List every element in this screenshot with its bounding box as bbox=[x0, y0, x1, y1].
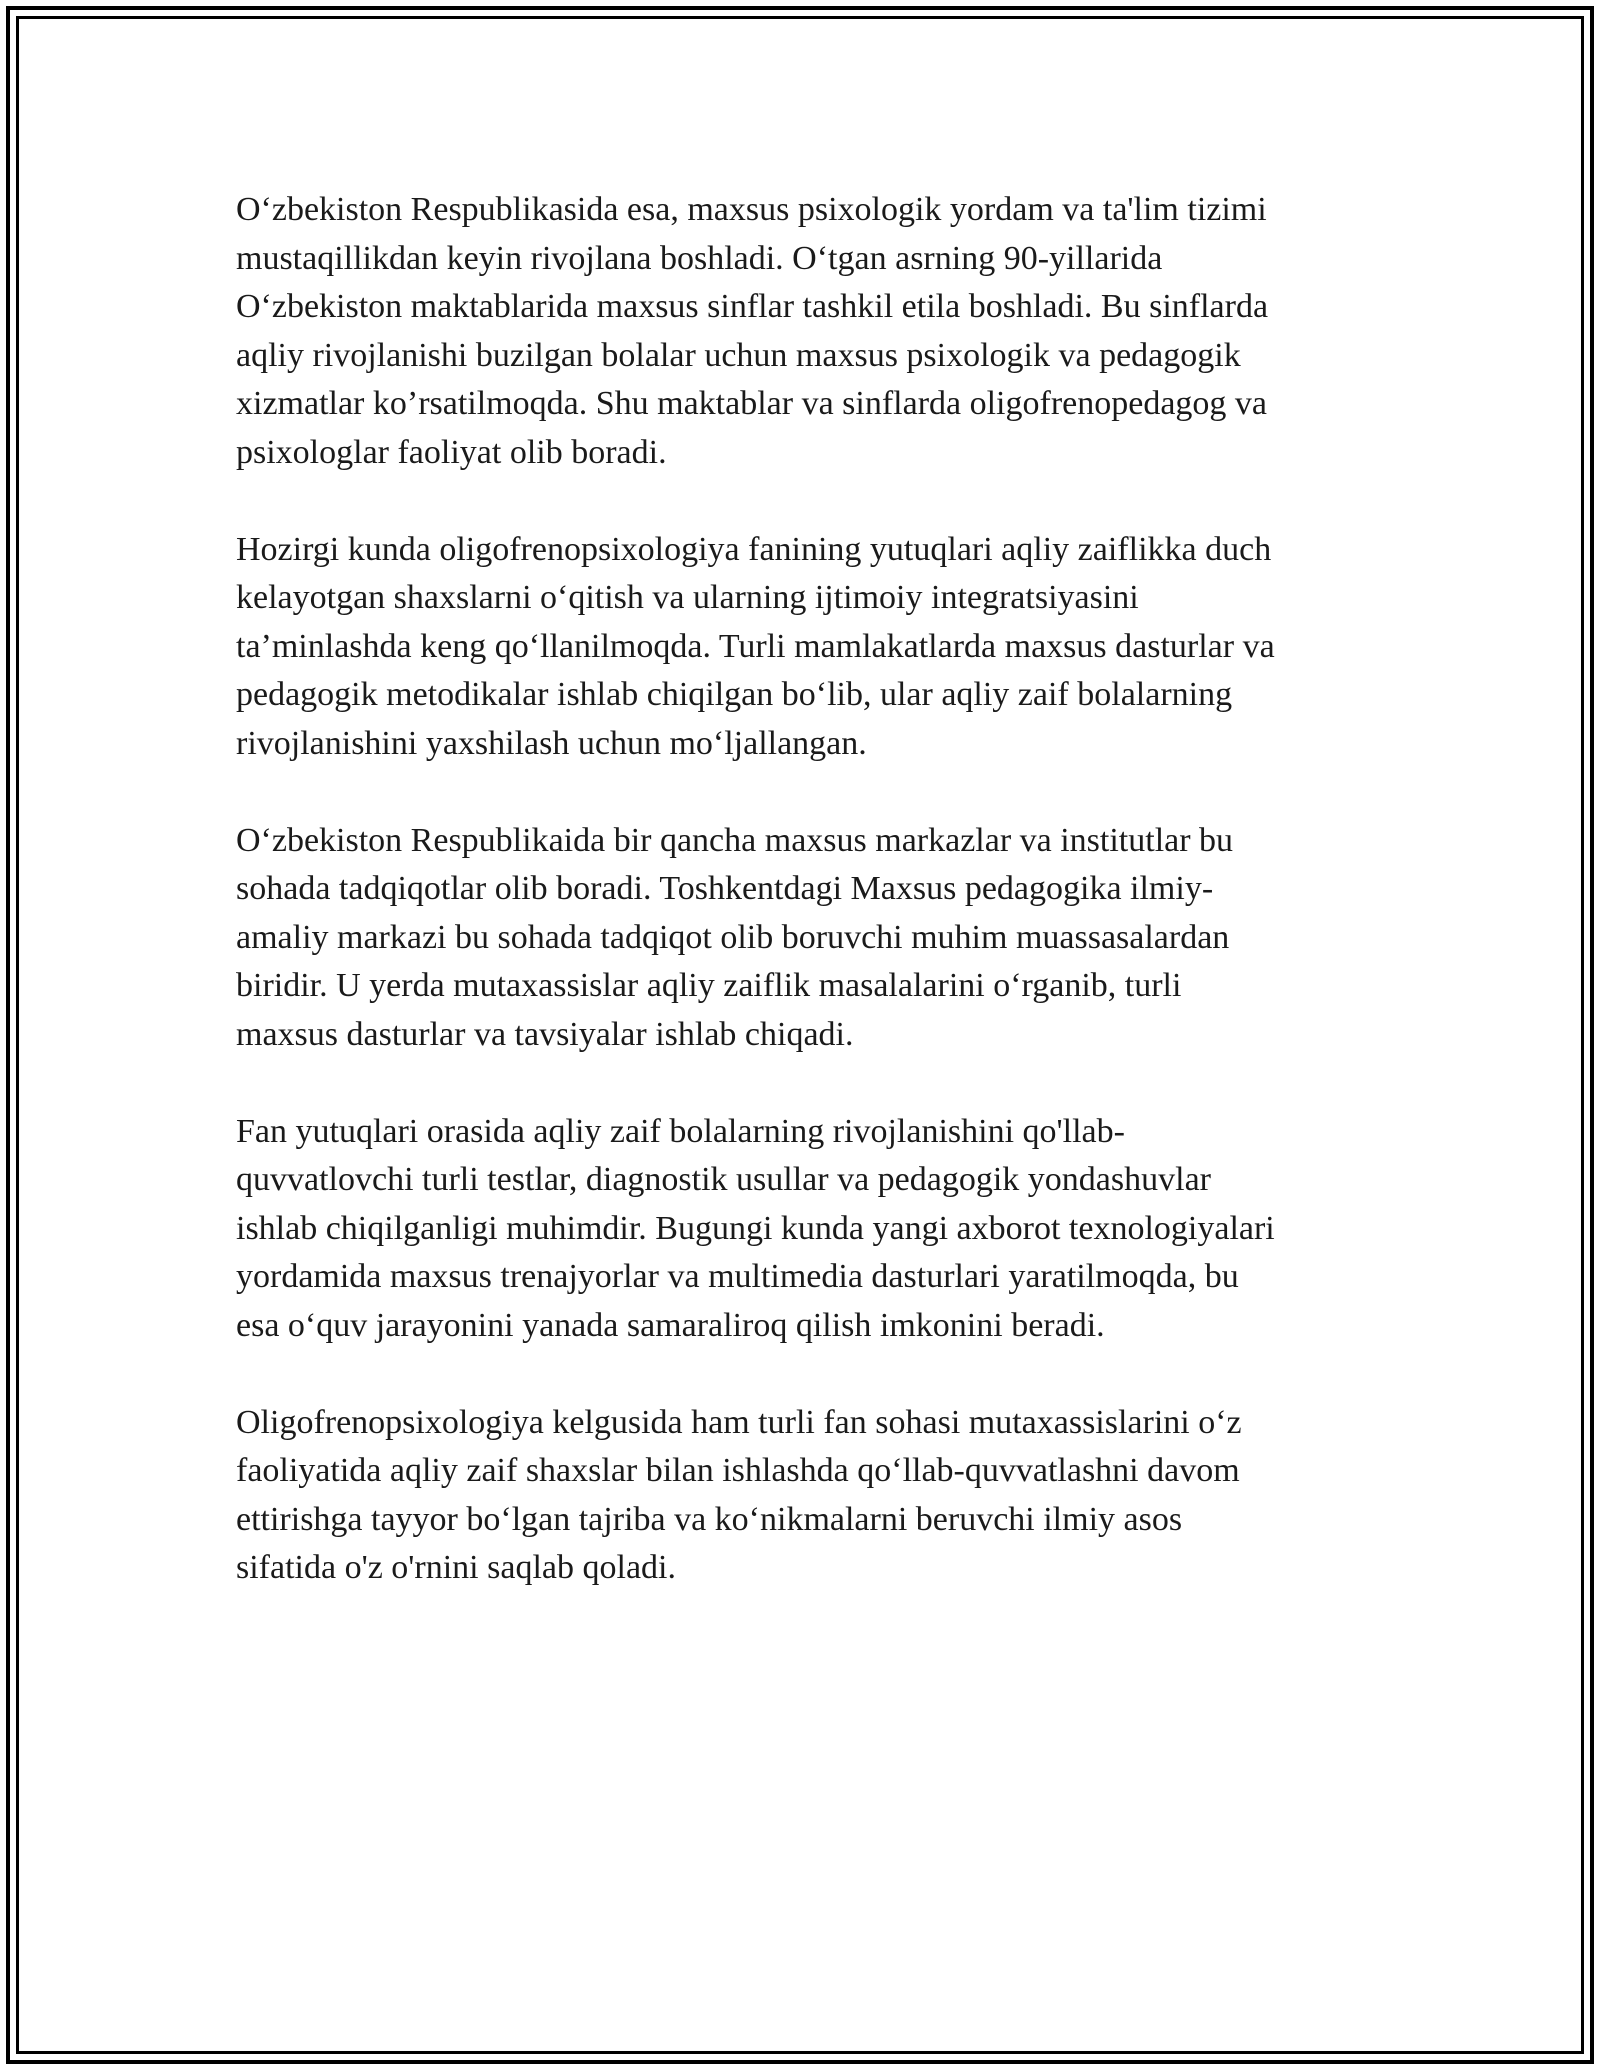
text-line: ettirishga tayyor bo‘lgan tajriba va ko‘nikmalarni beruvchi ilmiy asos bbox=[236, 1500, 1183, 1538]
paragraph-5 bbox=[236, 1399, 1376, 1593]
paragraph-4 bbox=[236, 1108, 1376, 1351]
paragraph-3 bbox=[236, 817, 1376, 1060]
text-line: esa o‘quv jarayonini yanada samaraliroq qilish imkonini beradi. bbox=[236, 1306, 1105, 1344]
text-line: sifatida o'z o'rnini saqlab qoladi. bbox=[236, 1549, 676, 1586]
text-line: rivojlanishini yaxshilash uchun mo‘ljallangan. bbox=[236, 724, 867, 762]
text-line: yordamida maxsus trenajyorlar va multimedia dasturlari yaratilmoqda, bu bbox=[236, 1258, 1239, 1295]
text-line: biridir. U yerda mutaxassislar aqliy zaiflik masalalarini o‘rganib, turli bbox=[236, 967, 1182, 1004]
text-line: O‘zbekiston maktablarida maxsus sinflar tashkil etila boshladi. Bu sinflarda bbox=[236, 288, 1269, 325]
text-line: O‘zbekiston Respublikasida esa, maxsus psixologik yordam va ta'lim tizimi bbox=[236, 191, 1267, 228]
text-line: O‘zbekiston Respublikaida bir qancha maxsus markazlar va institutlar bu bbox=[236, 821, 1234, 859]
text-line: sohada tadqiqotlar olib boradi. Toshkentdagi Maxsus pedagogika ilmiy- bbox=[236, 870, 1214, 907]
text-line: quvvatlovchi turli testlar, diagnostik usullar va pedagogik yondashuvlar bbox=[236, 1161, 1211, 1198]
text-line: aqliy rivojlanishi buzilgan bolalar uchun maxsus psixologik va pedagogik bbox=[236, 336, 1241, 374]
document-body bbox=[236, 186, 1376, 1641]
text-line: mustaqillikdan keyin rivojlana boshladi. O‘tgan asrning 90-yillarida bbox=[236, 239, 1163, 277]
text-line: Hozirgi kunda oligofrenopsixologiya fanining yutuqlari aqliy zaiflikka duch bbox=[236, 530, 1272, 568]
text-line: psixologlar faoliyat olib boradi. bbox=[236, 433, 667, 471]
paragraph-2 bbox=[236, 526, 1376, 769]
paragraph-1 bbox=[236, 186, 1376, 477]
text-line: Oligofrenopsixologiya kelgusida ham turli fan sohasi mutaxassislarini o‘z bbox=[236, 1403, 1242, 1441]
text-line: ishlab chiqilganligi muhimdir. Bugungi kunda yangi axborot texnologiyalari bbox=[236, 1209, 1275, 1247]
text-line: xizmatlar ko’rsatilmoqda. Shu maktablar va sinflarda oligofrenopedagog va bbox=[236, 385, 1268, 422]
text-line: amaliy markazi bu sohada tadqiqot olib boruvchi muhim muassasalardan bbox=[236, 918, 1230, 956]
text-line: faoliyatida aqliy zaif shaxslar bilan ishlashda qo‘llab-quvvatlashni davom bbox=[236, 1452, 1240, 1489]
text-line: kelayotgan shaxslarni o‘qitish va ularning ijtimoiy integratsiyasini bbox=[236, 579, 1139, 616]
text-line: maxsus dasturlar va tavsiyalar ishlab chiqadi. bbox=[236, 1015, 854, 1053]
text-line: Fan yutuqlari orasida aqliy zaif bolalarning rivojlanishini qo'llab- bbox=[236, 1112, 1125, 1150]
text-line: ta’minlashda keng qo‘llanilmoqda. Turli mamlakatlarda maxsus dasturlar va bbox=[236, 627, 1275, 665]
text-line: pedagogik metodikalar ishlab chiqilgan bo‘lib, ular aqliy zaif bolalarning bbox=[236, 676, 1233, 713]
